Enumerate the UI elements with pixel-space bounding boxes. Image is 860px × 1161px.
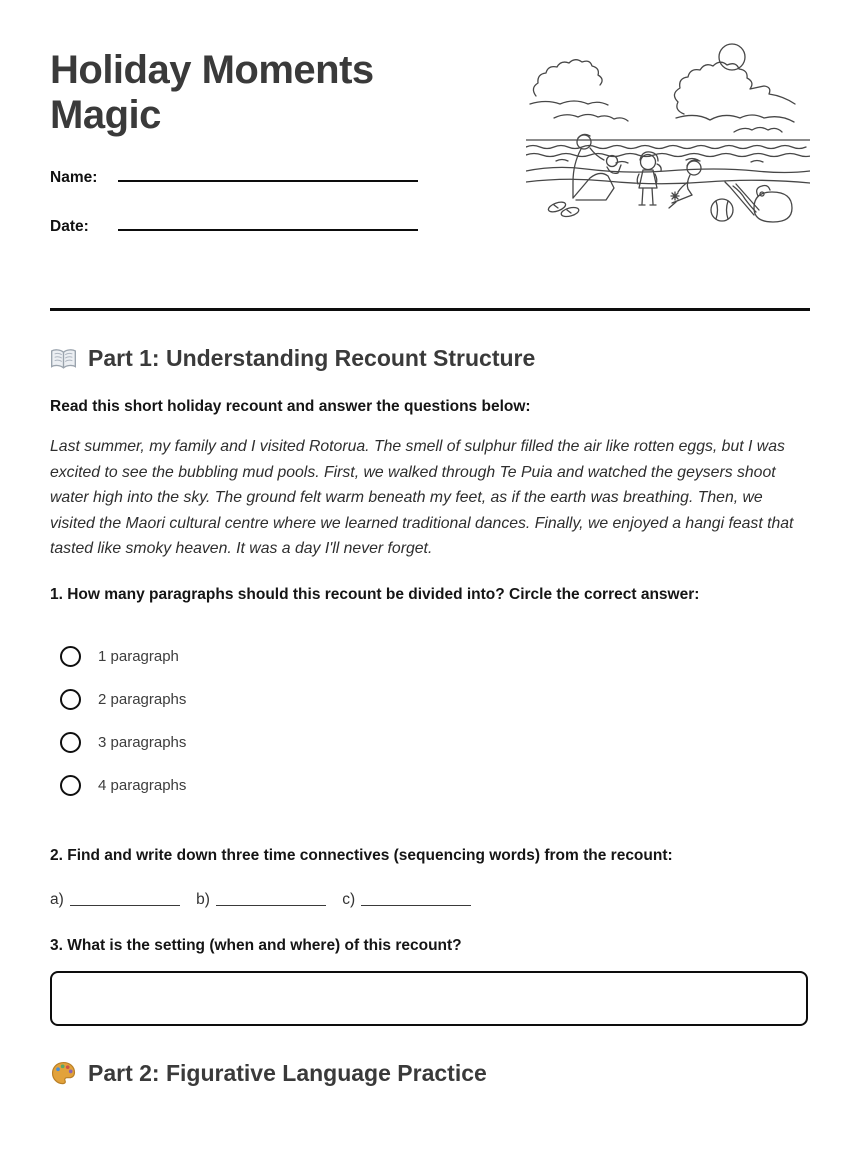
open-book-icon [50,347,77,371]
option-label: 2 paragraphs [98,691,187,708]
q2-blanks-row [50,891,810,909]
boy-torso [687,175,692,195]
wave-dashes [556,159,763,164]
q1-options-list [50,646,810,797]
question-3: 3. What is the setting (when and where) of this recount? [50,936,462,954]
name-label: Name: [50,169,98,186]
part1-heading-text: Part 1: Understanding Recount Structure [88,345,536,371]
blank-group-a [50,891,184,908]
beach-ball [711,199,733,221]
date-field-row [50,213,510,236]
beach-ball-stripes [716,201,728,219]
question-1: 1. How many paragraphs should this recount be divided into? Circle the correct answer: [50,585,700,603]
blank-write-line-a[interactable] [70,893,180,906]
part1-instruction: Read this short holiday recount and answer the questions below: [50,398,531,415]
q3-answer-box[interactable] [50,971,808,1026]
worksheet-header [50,0,810,236]
girl-ponytail [657,164,661,171]
cloud-right-base [676,115,794,122]
question-2: 2. Find and write down three time connectives (sequencing words) from the recount: [50,846,673,864]
part2-heading [50,1060,810,1087]
shoreline-2 [526,179,810,184]
date-label: Date: [50,218,89,235]
blank-write-line-b[interactable] [216,893,326,906]
cloud-wisp-left [554,115,628,122]
boy-legs [669,195,692,208]
blank-label-a: a) [50,890,64,908]
option-label: 1 paragraph [98,648,179,665]
part2-heading-text: Part 2: Figurative Language Practice [88,1059,487,1086]
dad-legs [573,173,614,200]
option-label: 4 paragraphs [98,777,187,794]
sun-icon [719,44,745,70]
radio-circle-icon[interactable] [60,732,81,753]
blank-write-line-c[interactable] [361,893,471,906]
girl-legs [639,188,656,205]
option-label: 3 paragraphs [98,734,187,751]
beach-bag [754,192,792,222]
beach-scene-drawing [526,40,810,230]
sparkle-icon [671,192,679,200]
recount-passage: Last summer, my family and I visited Rotorua. The smell of sulphur filled the air like rotten eggs, but I was excited to see the bubbling mud pools. First, we walked through Te Puia and watched the geysers shoot water high into the sky. The ground felt warm beneath my feet, as if the earth was breathing. Then, we visited the Maori cultural centre where we learned traditional dances. Finally, we enjoyed a hangi feast that tasted like smoky heaven. It was a day I'll never forget. [50,438,794,557]
radio-circle-icon[interactable] [60,646,81,667]
q1-option-4[interactable] [60,775,810,797]
header-left-column [50,0,510,236]
radio-circle-icon[interactable] [60,689,81,710]
blank-group-b [196,891,330,908]
blank-label-b: b) [196,890,210,908]
page-title: Holiday Moments Magic [50,48,374,137]
date-write-line[interactable] [118,213,418,231]
shoreline-1 [526,167,810,172]
name-write-line[interactable] [118,164,418,182]
blank-label-c: c) [342,890,356,908]
cloud-left-base [530,101,608,105]
name-field-row [50,164,510,187]
cloud-left [533,60,602,96]
beach-illustration [526,40,810,230]
wave-line-1 [526,146,806,149]
q1-option-2[interactable] [60,689,810,711]
blank-group-c [342,891,471,908]
artist-palette-icon [50,1060,77,1087]
part1-heading [50,345,810,372]
q1-option-1[interactable] [60,646,810,668]
section-divider [50,308,810,311]
baby-head [607,156,618,167]
radio-circle-icon[interactable] [60,775,81,796]
q1-option-3[interactable] [60,732,810,754]
wave-line-2 [526,154,810,157]
cloud-wisp-right [734,128,782,133]
